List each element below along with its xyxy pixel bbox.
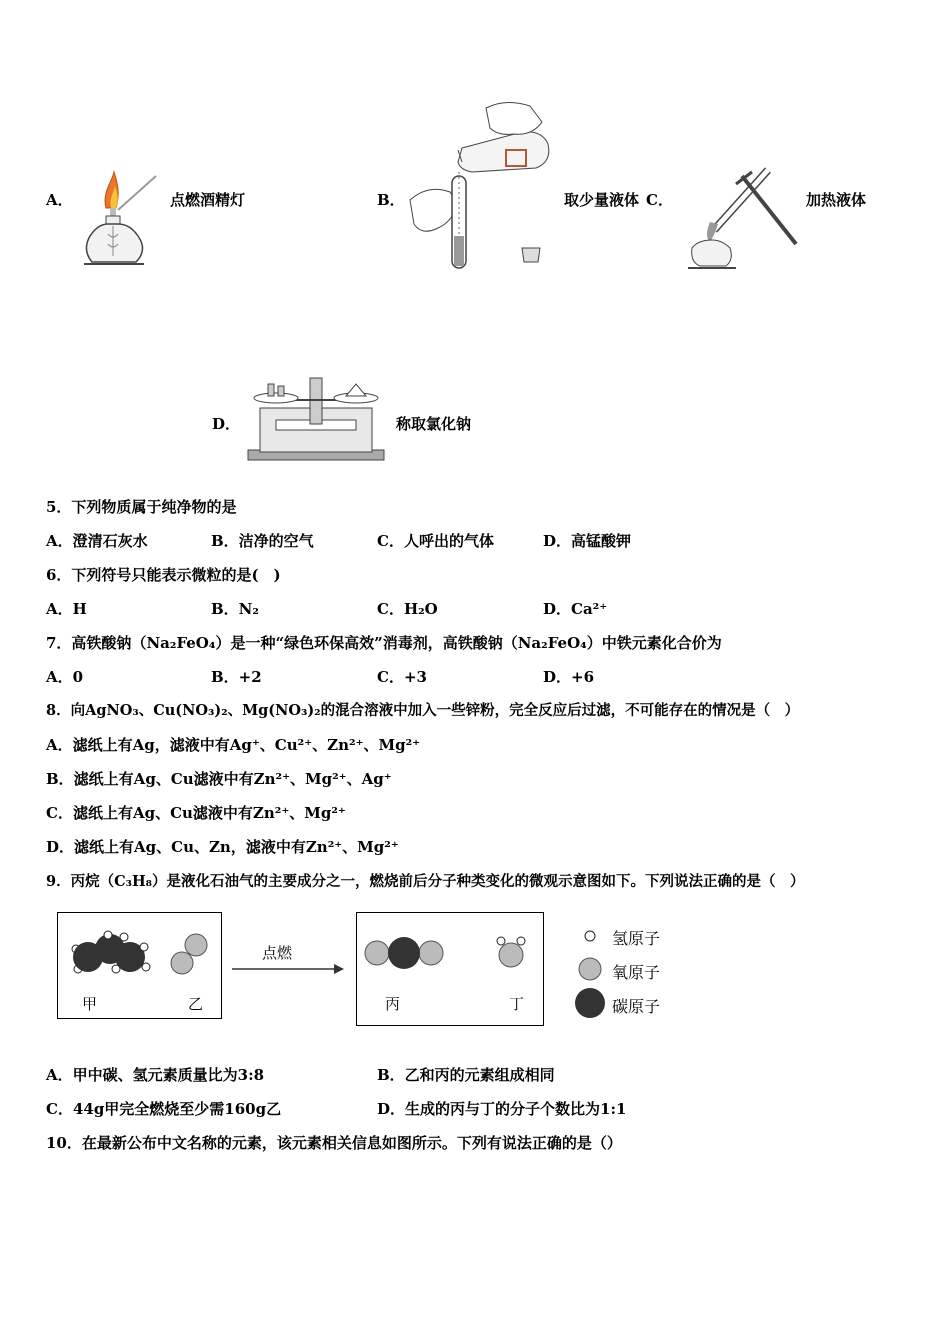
q7-option-c: C．+3 [377,668,427,686]
hydrogen-atom-symbol [585,931,595,941]
q6-option-d: D．Ca²⁺ [543,600,608,618]
products-box [356,912,544,1026]
option-b-letter: B． [377,191,405,209]
carbon-atom-symbol [575,988,605,1018]
q5-stem: 5．下列物质属于纯净物的是 [46,498,237,516]
q5-option-c: C．人呼出的气体 [377,532,494,550]
option-a-text: 点燃酒精灯 [170,191,246,209]
ignite-label: 点燃 [262,944,293,962]
option-c-text: 加热液体 [806,191,867,209]
reactants-box [57,912,222,1019]
q6-option-a: A．H [46,600,87,618]
q7-stem: 7．高铁酸钠（Na₂FeO₄）是一种“绿色环保高效”消毒剂，高铁酸钠（Na₂FeO₄）中铁元素化合价为 [46,634,722,652]
q10-stem: 10．在最新公布中文名称的元素，该元素相关信息如图所示。下列有说法正确的是（） [46,1134,622,1152]
q5-option-d: D．高锰酸钾 [543,532,632,550]
q9-option-c: C．44g甲完全燃烧至少需160g乙 [46,1100,282,1118]
heat-liquid-figure [682,162,800,272]
product-ding-label: 丁 [509,995,525,1013]
reactant-jia-label: 甲 [82,995,98,1013]
q8-option-b: B．滤纸上有Ag、Cu滤液中有Zn²⁺、Mg²⁺、Ag⁺ [46,770,392,788]
product-bing-label: 丙 [385,995,401,1013]
option-d-text: 称取氯化钠 [396,415,472,433]
q9-stem: 9．丙烷（C₃H₈）是液化石油气的主要成分之一，燃烧前后分子种类变化的微观示意图如下。下列说法正确的是（ ） [46,873,805,890]
q6-option-b: B．N₂ [211,600,259,618]
option-b-text: 取少量液体 [564,191,640,209]
q9-option-d: D．生成的丙与丁的分子个数比为1:1 [377,1100,627,1118]
pour-liquid-figure [402,96,562,274]
alcohol-lamp-lighting-figure [78,170,158,272]
legend-carbon: 碳原子 [612,997,661,1016]
option-c-letter: C． [646,191,673,209]
oxygen-atom-symbol [579,958,601,980]
option-a-letter: A． [46,191,73,209]
option-d-letter: D． [212,415,241,433]
q7-option-b: B．+2 [211,668,262,686]
q8-stem: 8．向AgNO₃、Cu(NO₃)₂、Mg(NO₃)₂的混合溶液中加入一些锌粉，完全反应后过滤，不可能存在的情况是（ ） [46,702,800,719]
q5-option-a: A．澄清石灰水 [46,532,148,550]
q6-stem: 6．下列符号只能表示微粒的是( ) [46,566,281,584]
q5-option-b: B．洁净的空气 [211,532,314,550]
q6-option-c: C．H₂O [377,600,438,618]
reaction-arrow [230,962,346,976]
q8-option-d: D．滤纸上有Ag、Cu、Zn，滤液中有Zn²⁺、Mg²⁺ [46,838,399,856]
legend-oxygen: 氧原子 [612,963,661,982]
q7-option-a: A．0 [46,668,84,686]
reactant-yi-label: 乙 [188,995,204,1013]
q8-option-a: A．滤纸上有Ag，滤液中有Ag⁺、Cu²⁺、Zn²⁺、Mg²⁺ [46,736,421,754]
balance-scale-figure [246,374,386,464]
q7-option-d: D．+6 [543,668,595,686]
atom-legend-symbols [572,924,608,1020]
q9-option-b: B．乙和丙的元素组成相同 [377,1066,555,1084]
q9-option-a: A．甲中碳、氢元素质量比为3:8 [46,1066,265,1084]
q8-option-c: C．滤纸上有Ag、Cu滤液中有Zn²⁺、Mg²⁺ [46,804,346,822]
legend-hydrogen: 氢原子 [612,929,661,948]
